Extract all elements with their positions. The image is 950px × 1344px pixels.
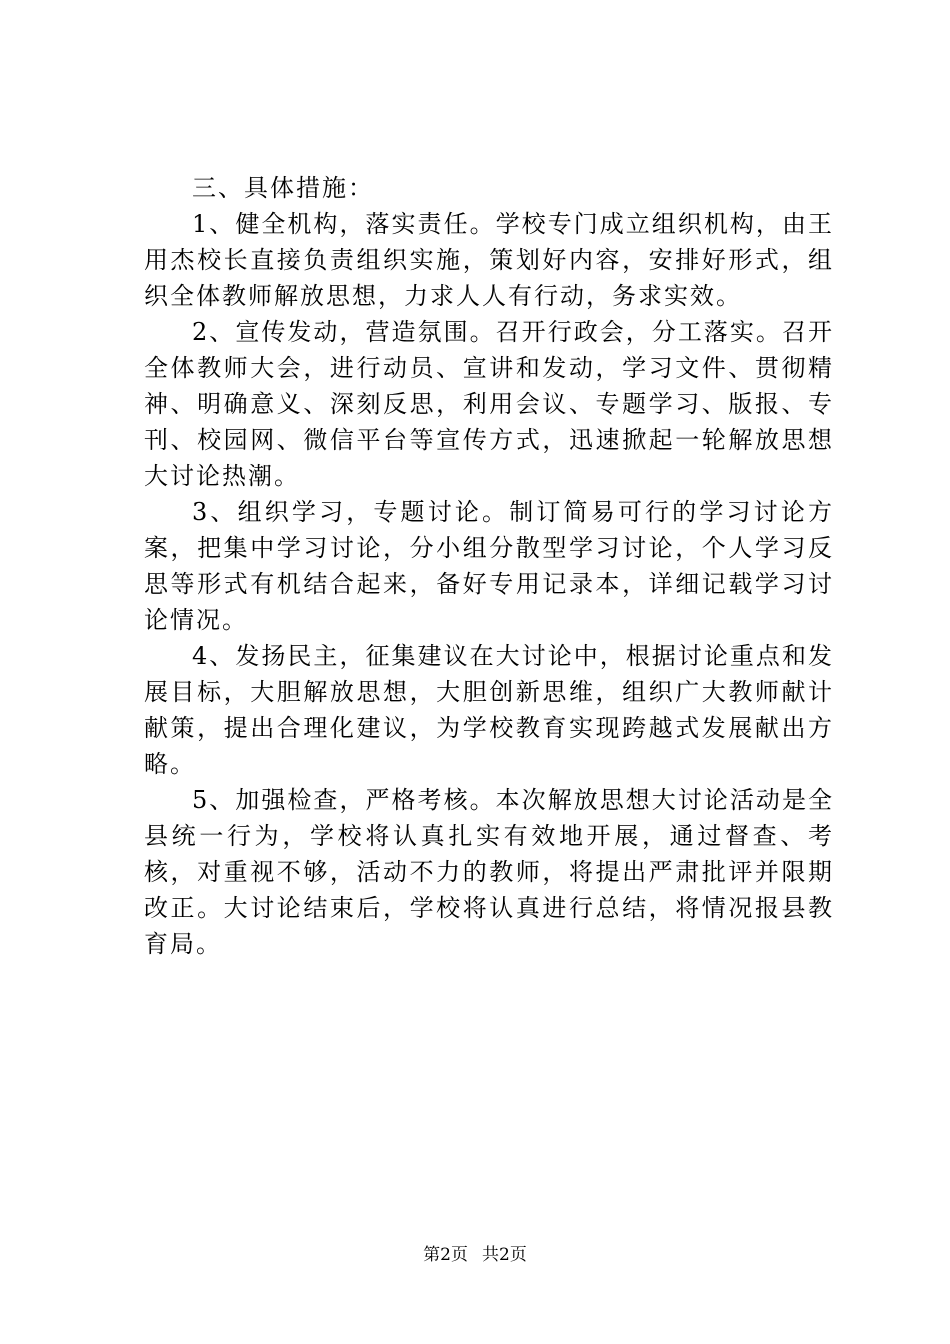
page-footer xyxy=(0,1244,950,1266)
paragraph-3: 3、组织学习，专题讨论。制订简易可行的学习讨论方案，把集中学习讨论，分小组分散型学习讨论，个人学习反思等形式有机结合起来，备好专用记录本，详细记载学习讨论情况。 xyxy=(144,498,834,634)
page-number: 第2页 xyxy=(423,1245,468,1265)
section-heading: 三、具体措施： xyxy=(192,174,374,202)
page-total: 共2页 xyxy=(482,1245,527,1265)
paragraph-4: 4、发扬民主，征集建议在大讨论中，根据讨论重点和发展目标，大胆解放思想，大胆创新思维，组织广大教师献计献策，提出合理化建议，为学校教育实现跨越式发展献出方略。 xyxy=(144,642,834,778)
paragraph-1: 1、健全机构，落实责任。学校专门成立组织机构，由王用杰校长直接负责组织实施，策划好内容，安排好形式，组织全体教师解放思想，力求人人有行动，务求实效。 xyxy=(144,210,834,310)
paragraph-5: 5、加强检查，严格考核。本次解放思想大讨论活动是全县统一行为，学校将认真扎实有效地开展，通过督查、考核，对重视不够，活动不力的教师，将提出严肃批评并限期改正。大讨论结束后，学校将认真进行总结，将情况报县教育局。 xyxy=(144,786,834,958)
paragraph-2: 2、宣传发动，营造氛围。召开行政会，分工落实。召开全体教师大会，进行动员、宣讲和发动，学习文件、贯彻精神、明确意义、深刻反思，利用会议、专题学习、版报、专刊、校园网、微信平台等宣传方式，迅速掀起一轮解放思想大讨论热潮。 xyxy=(144,318,834,490)
document-body xyxy=(144,170,834,962)
